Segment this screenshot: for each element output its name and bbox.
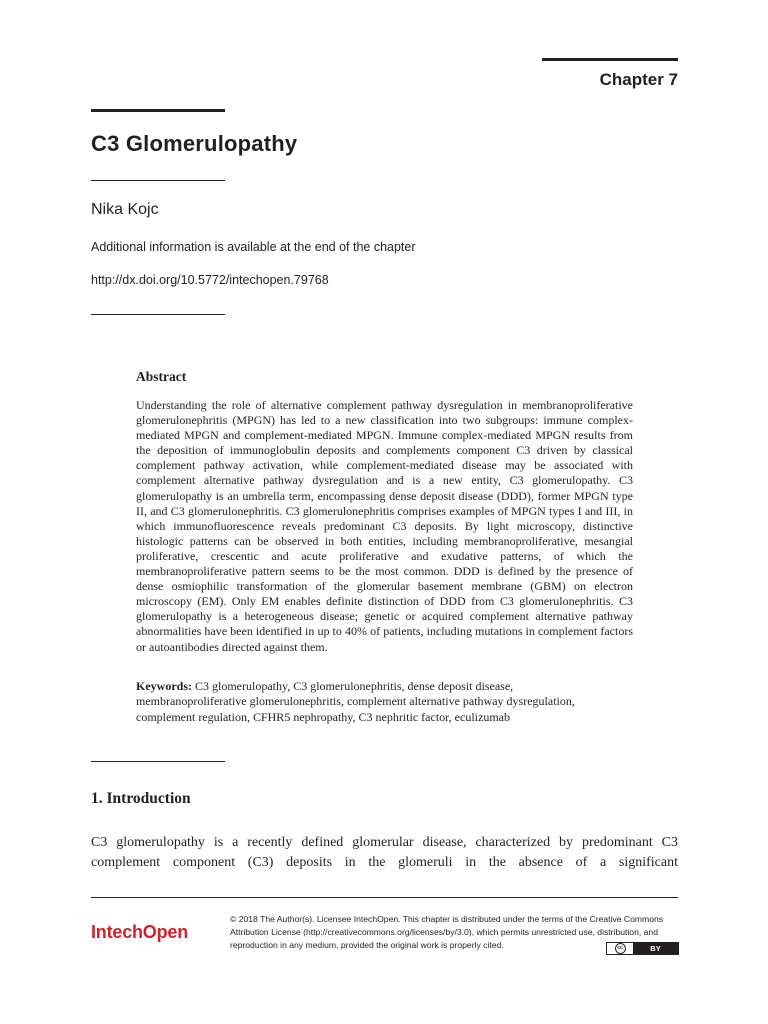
keywords-paragraph xyxy=(136,679,586,725)
keywords-label: Keywords: xyxy=(136,679,192,693)
doi-link[interactable]: http://dx.doi.org/10.5772/intechopen.79768 xyxy=(91,273,329,287)
cc-icon xyxy=(607,943,633,954)
meta-bottom-rule xyxy=(91,314,225,315)
introduction-body: C3 glomerulopathy is a recently defined glomerular disease, characterized by predominant C3 complement component (C3) deposits in the glomeruli in the absence of a significant xyxy=(91,835,678,870)
intechopen-logo: IntechOpen xyxy=(91,922,189,942)
footer-rule xyxy=(91,897,678,898)
by-label: BY xyxy=(633,943,678,954)
cc-by-license-icon[interactable] xyxy=(606,942,679,955)
abstract-body: Understanding the role of alternative complement pathway dysregulation in membranoproliferative glomerulonephritis (MPGN) has led to a new classification into two subgroups: immune complex-mediated MPGN and complement-mediated MPGN. Immune complex-mediated MPGN results from the deposition of immunoglobulin deposits and complements component C3 driven by classical complement pathway activation, while complement-mediated disease may be associated with complement alternative pathway dysregulation and is a new entity, C3 glomerulopathy. C3 glomerulopathy is an umbrella term, encompassing dense deposit disease (DDD), former MPGN type II, and C3 glomerulonephritis. C3 glomerulonephritis comprises examples of MPGN types I and III, in which immunofluorescence reveals predominant C3 deposits. By light microscopy, distinctive histologic patterns can be observed in both entities, including membranoproliferative, mesangial proliferative, crescentic and acute proliferative and exudative patterns, of which the membranoproliferative pattern seems to be the most common. DDD is defined by the presence of dense osmiophilic transformation of the glomerular basement membrane (GBM) on electron microscopy (EM). Only EM enables definite distinction of DDD from C3 glomerulonephritis. C3 glomerulopathy is a heterogeneous disease; genetic or acquired complement alternative pathway abnormalities have been identified in up to 40% of patients, including mutations in complement factors or autoantibodies directed against them. xyxy=(136,398,633,654)
title-top-rule xyxy=(91,109,225,112)
license-text: © 2018 The Author(s). Licensee IntechOpen. This chapter is distributed under the terms of the Creative Commons Attribution License (http://creativecommons.org/licenses/by/3.0), which permits unrestricted use, distribution, and reproduction in any medium, provided the original work is properly cited. xyxy=(230,914,664,950)
chapter-label: Chapter 7 xyxy=(599,70,678,89)
chapter-title: C3 Glomerulopathy xyxy=(91,131,298,156)
additional-info: Additional information is available at the end of the chapter xyxy=(91,240,416,254)
abstract-heading: Abstract xyxy=(136,369,187,384)
section-heading-introduction: 1. Introduction xyxy=(91,790,191,807)
title-bottom-rule xyxy=(91,180,225,181)
keywords-bottom-rule xyxy=(91,761,225,762)
cc-circle-icon: cc xyxy=(615,943,626,954)
header-rule xyxy=(542,58,678,61)
keywords-list: C3 glomerulopathy, C3 glomerulonephritis, dense deposit disease, membranoproliferative glomerulonephritis, complement alternative pathway dysregulation, complement regulation, CFHR5 nephropathy, C3 nephritic factor, eculizumab xyxy=(136,679,575,724)
author-name: Nika Kojc xyxy=(91,201,159,218)
